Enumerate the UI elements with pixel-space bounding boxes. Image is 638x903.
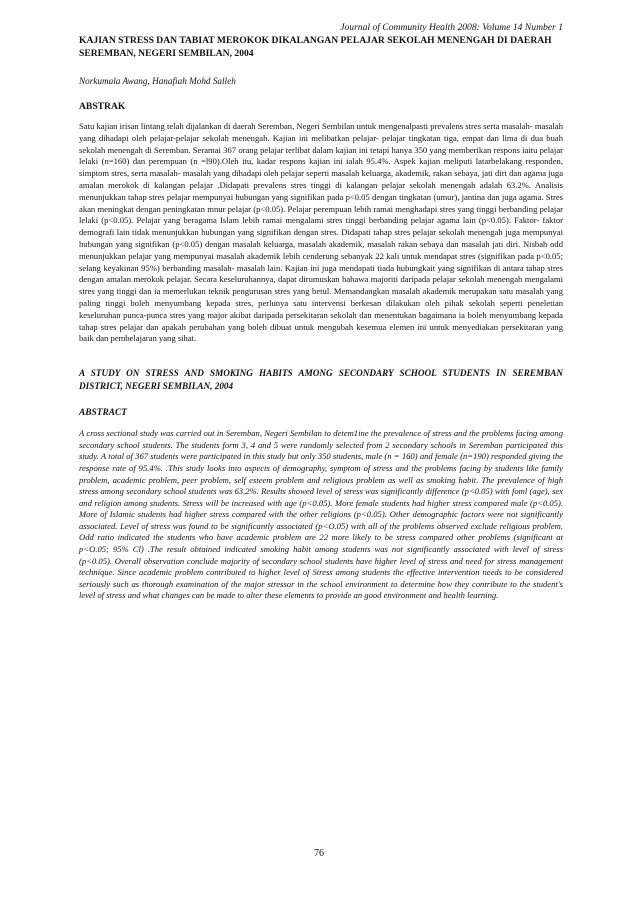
page-body — [79, 22, 563, 602]
english-title: A STUDY ON STRESS AND SMOKING HABITS AMONG SECONDARY SCHOOL STUDENTS IN SEREMBAN DISTRICT, NEGERI SEMBILAN, 2004 — [79, 368, 563, 392]
malay-title: KAJIAN STRESS DAN TABIAT MEROKOK DIKALANGAN PELAJAR SEKOLAH MENENGAH DI DAERAH SEREMBAN, NEGERI SEMBILAN, 2004 — [79, 35, 552, 59]
authors: Norkumala Awang, Hanafiah Mohd Salleh — [79, 76, 236, 86]
abstract-text: A cross sectional study was carried out in Seremban, Negeri Sembilan to detem1ine the prevalence of stress and the problems facing among secondary school students. The students form 3, 4 and 5 were randomly selected from 2 secondary schools in Seremban participated this study. A total of 367 students were participated in this study but only 350 students, male (n = 160) and female (n=190) responded giving the response rate of 95.4%. .This study looks into aspects of demography, symptom of stress and the problems facing by students like family problem, academic problem, peer problem, self esteem problem and religious problem as well as smoking habit. The prevalence of high stress among secondary school students was 63.2%. Results showed level of stress was significantly difference (p<0.05) with foml (age), sex and religion among students. Stress will be increased with age (p<0.05). More female students had higher stress compared male (p<0.05). More of Islamic students had higher stress compared with the other religions (p<0.05). Other demographic factors were not significantly associated. Level of stress was found to be significantly associated (p<O.05) with all of the problems observed exclude religious problem. Odd ratio indicated the students who have academic problem are 22 more likely to be stress compared other problems (significant at p<O.05; 95% Cl) .The result obtained indicated smoking habit among students was not significantly associated with level of stress (p<0.05). Overall observation conclude majority of secondary school students have higher level of stress and need for stress management technique. Since academic problem contributed to higher level of Stress among students the effective intervention needs to be considered seriously such as thorough examination of the major stressor in the school environment to determine how they contribute to the student's level of stress and what changes can be made to alter these elements to provide an good environment and health learning. — [79, 428, 563, 601]
abstract-heading: ABSTRACT — [79, 408, 127, 419]
abstrak-text: Satu kajian irisan lintang telah dijalankan di daerah Seremban, Negeri Sembilan untuk mengenalpasti prevalens stres serta masalah- masalah yang dihadapi oleh pelajar-pelajar sekolah menengah. Kajian ini melibatkan pelajar- pelajar tingkatan tiga, empat dan lima di dua buah sekolah menengah di Seremban. Seramai 367 orang pelajar terlibat dalam kajian ini tetapi hanya 350 yang memberikan respons iaitu pelajar lelaki (n=160) dan perempuan (n =l90).Oleh itu, kadar respons kajian ini ialah 95.4%. Aspek kajian meliputi latarbelakang responden, simptom stres, serta masalah- masalah yang dihadapi oleh pelajar seperti masalah keluarga, akademik, rakan sebaya, jati diri dan agama juga amalan merokok di kalangan pelajar .Didapati prevalens stres tinggi di kalangan pelajar sekolah menengah adalah 63.2%. Analisis menunjukkan tahap stres pelajar mempunyai hubungan yang signifikan pada p<0.05 dengan tingkatan (umur), jantina dan juga agama. Stres akan meningkat dengan peningkatan mnur pelajar (p<0.05). Pelajar perempuan lebih ramai menghadapi stres yang tinggi berbanding pelajar lelaki (p<0.05). Pelajar yang beragama Islam lebih ramai mengalami stres tinggi berbanding pelajar agama lain (p<0.05). Faktor- faktor demografi lain tidak menunjukkan hubungan yang signifikan dengan stres. Didapati tahap stres pelajar sekolah menengah juga mempunyai hubungan yang signifikan (p<0.05) dengan masalah keluarga, masalah akademik, masalah rakan sebaya dan masalah jati diri. Nisbah odd menunjukkan pelajar yang mempunyai masalah akademik lebih cenderung sebanyak 22 kali untuk mendapat stres (signifikan pada p<0.05; selang keyakinan 95%) berbanding masalah- masalah lain. Kajian ini juga mendapati tiada hubungkait yang signifikan di antara tahap stres dengan amalan merokok pelajar. Secara keseluruhannya, dapat dirumuskan bahawa majoriti daripada pelajar sekolah menengah mengalami stres yang tinggi dan ia memerlukan teknik pengurusan stres yang betul. Memandangkan masalah akademik merupakan satu masalah yang paling tinggi boleh menyumbang kepada stres, perlunya satu intervensi berkesan dilakukan oleh pihak sekolah seperti peneletian keseluruhan punca-punca stres yang major akibat daripada persekitaran sekolah dan menentukan bagaimana ia boleh menyumbang kepada tahap stres pelajar dan apakah perubahan yang boleh dibuat untuk mengubah kesemua elemen ini untuk menyediakan persekitaran yang baik dan pembelajaran yang sihat. — [79, 121, 564, 344]
running-head: Journal of Community Health 2008: Volume 14 Number 1 — [340, 22, 563, 33]
abstrak-heading: ABSTRAK — [79, 101, 126, 112]
page-number: 76 — [314, 848, 324, 859]
